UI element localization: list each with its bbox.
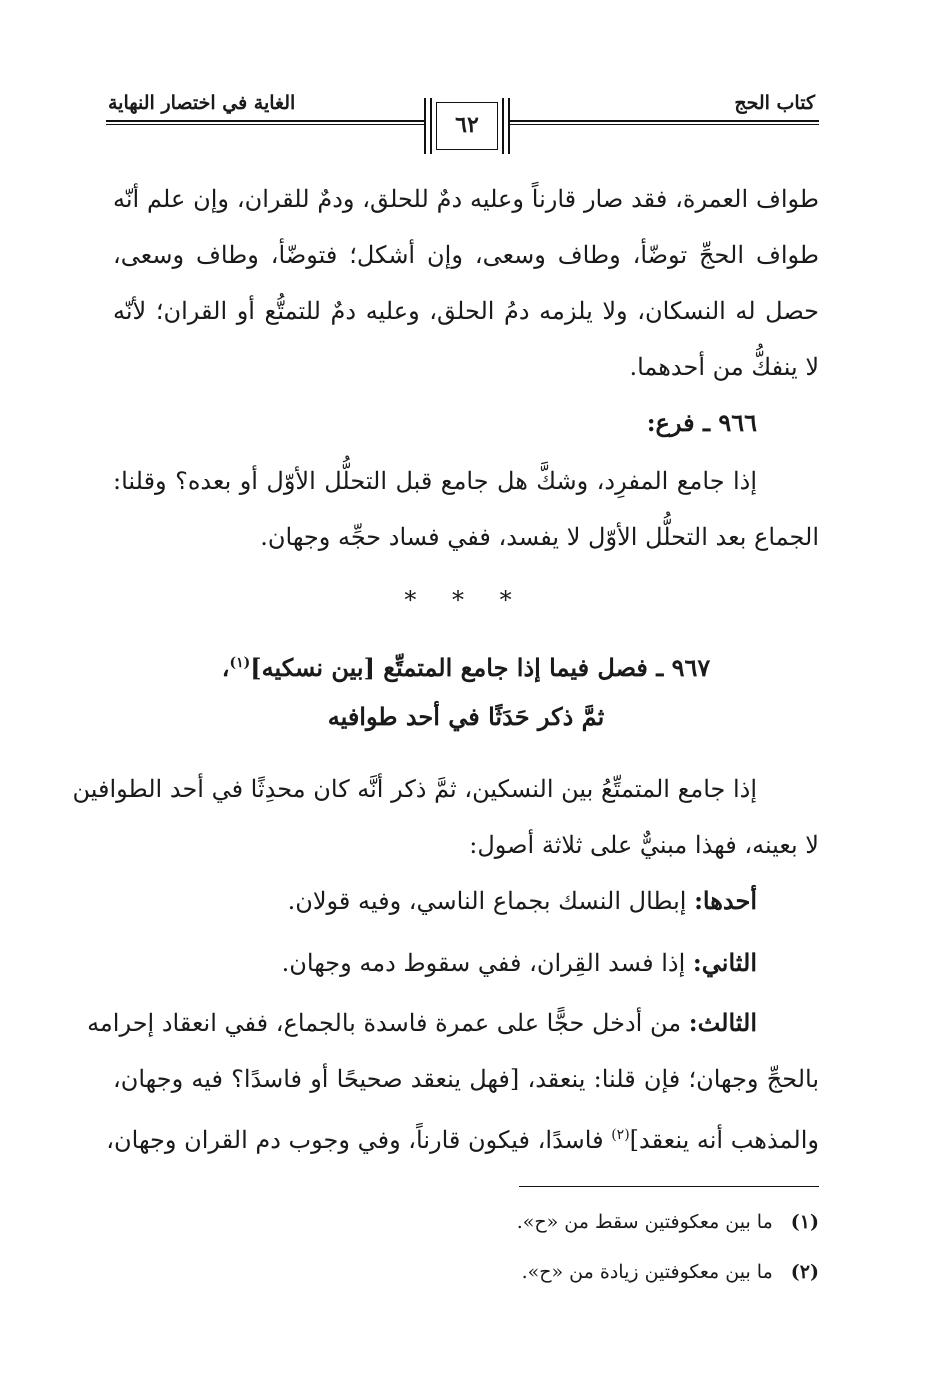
frame-bar-right	[502, 98, 510, 154]
footnote-rule	[519, 1186, 819, 1187]
page-number-frame	[424, 98, 510, 154]
frame-bar-left	[424, 98, 432, 154]
principle-first	[113, 884, 757, 918]
footnote-number: (٢)	[790, 1261, 819, 1283]
section-subtitle: ثمَّ ذكر حَدَثًا في أحد طوافيه	[327, 702, 605, 731]
footnote-ref: (٢)	[611, 1127, 630, 1143]
text-line	[106, 1118, 819, 1157]
footnote-text: ما بين معكوفتين زيادة من «ح».	[521, 1261, 773, 1283]
section-title-comma: ،	[221, 653, 230, 682]
header-rule-right	[510, 120, 819, 125]
text-line: إذا جامع المفرِد، وشكَّ هل جامع قبل التحلُّل الأوّل أو بعده؟ وقلنا:	[113, 467, 757, 495]
text-line: الجماع بعد التحلُّل الأوّل لا يفسد، ففي فساد حجِّه وجهان.	[260, 523, 819, 551]
text-segment: والمذهب أنه ينعقد]	[629, 1126, 819, 1154]
branch-heading: ٩٦٦ ـ فرع:	[646, 408, 757, 437]
text-segment: فاسدًا، فيكون قارناً، وفي وجوب دم القران وجهان،	[106, 1126, 612, 1154]
text-line: لا بعينه، فهذا مبنيٌّ على ثلاثة أصول:	[469, 831, 819, 859]
principle-second	[113, 946, 757, 980]
header-rule-left	[106, 120, 425, 125]
text-line: حصل له النسكان، ولا يلزمه دمُ الحلق، وعليه دمٌ للتمتُّع أو القران؛ لأنّه	[113, 297, 819, 325]
footnote-ref: (١)	[229, 655, 251, 671]
text-line: لا ينفكُّ من أحدهما.	[629, 353, 819, 381]
footnote	[113, 1258, 819, 1286]
principle-label: الثاني:	[692, 948, 757, 977]
section-title-text: ٩٦٧ ـ فصل فيما إذا جامع المتمتِّع [بين نسكيه]	[250, 653, 711, 682]
principle-text: إبطال النسك بجماع الناسي، وفيه قولان.	[287, 887, 687, 915]
section-title	[113, 646, 819, 685]
footnote-number: (١)	[790, 1211, 819, 1233]
chapter-title: كتاب الحج	[734, 92, 815, 114]
principle-text: إذا فسد القِران، ففي سقوط دمه وجهان.	[281, 949, 686, 977]
text-line: بالحجِّ وجهان؛ فإن قلنا: ينعقد، [فهل ينعقد صحيحًا أو فاسدًا؟ فيه وجهان،	[113, 1065, 819, 1093]
text-line: طواف الحجِّ توضّأ، وطاف وسعى، وإن أشكل؛ فتوضّأ، وطاف وسعى،	[113, 241, 819, 269]
book-title: الغاية في اختصار النهاية	[108, 92, 296, 114]
footnote-text: ما بين معكوفتين سقط من «ح».	[516, 1211, 773, 1233]
text-line: طواف العمرة، فقد صار قارناً وعليه دمٌ للحلق، ودمٌ للقران، وإن علم أنّه	[113, 185, 819, 213]
page-number: ٦٢	[455, 112, 479, 138]
section-separator: * * *	[404, 586, 526, 614]
text-line: إذا جامع المتمتِّعُ بين النسكين، ثمَّ ذكر أنَّه كان محدِثًا في أحد الطوافين	[72, 775, 757, 803]
principle-label: أحدها:	[694, 886, 757, 915]
principle-text: من أدخل حجًّا على عمرة فاسدة بالجماع، ففي انعقاد إحرامه	[87, 1009, 682, 1037]
principle-label: الثالث:	[688, 1008, 757, 1037]
footnote	[113, 1208, 819, 1236]
principle-third	[87, 1006, 757, 1040]
